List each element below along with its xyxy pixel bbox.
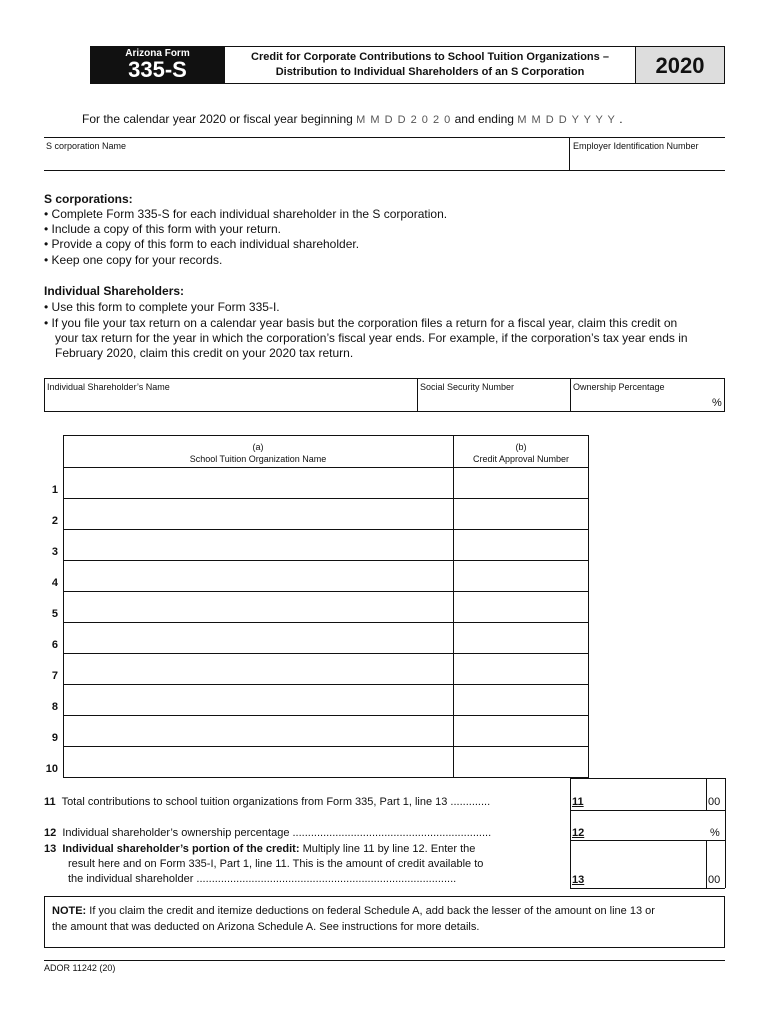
credit-approval-number-input[interactable] bbox=[454, 654, 588, 683]
credit-approval-number-input[interactable] bbox=[454, 623, 588, 652]
credit-approval-number-input[interactable] bbox=[454, 468, 588, 497]
school-tuition-org-name-input[interactable] bbox=[64, 561, 452, 590]
school-tuition-org-name-input[interactable] bbox=[64, 623, 452, 652]
line-13-amount-input[interactable] bbox=[590, 843, 704, 886]
tax-period-line bbox=[82, 112, 623, 126]
line-12-row bbox=[44, 827, 491, 839]
school-tuition-org-name-input[interactable] bbox=[64, 499, 452, 528]
credit-approval-number-input[interactable] bbox=[454, 530, 588, 559]
table-row-number: 6 bbox=[51, 639, 58, 651]
divider bbox=[570, 778, 571, 888]
credit-approval-number-input[interactable] bbox=[454, 685, 588, 714]
table-row-number: 7 bbox=[51, 670, 58, 682]
credit-approval-number-input[interactable] bbox=[454, 716, 588, 745]
table-row-number: 4 bbox=[51, 577, 58, 589]
divider bbox=[570, 888, 725, 889]
line-13-number: 13 bbox=[44, 843, 57, 855]
line-13-bold: Individual shareholder’s portion of the credit: bbox=[62, 843, 300, 855]
s-corp-item: • Provide a copy of this form to each individual shareholder. bbox=[44, 237, 360, 251]
form-code: ADOR 11242 (20) bbox=[44, 963, 116, 973]
col-b-label: Credit Approval Number bbox=[472, 454, 570, 464]
s-corp-item: • Include a copy of this form with your return. bbox=[44, 222, 281, 236]
shareholder-name-input[interactable] bbox=[46, 394, 415, 410]
line-13-text-2: result here and on Form 335-I, Part 1, line 11. This is the amount of credit available to bbox=[68, 858, 484, 870]
school-tuition-org-name-input[interactable] bbox=[64, 685, 452, 714]
table-row-number: 5 bbox=[51, 608, 58, 620]
credit-approval-number-input[interactable] bbox=[454, 499, 588, 528]
line-13-cents: 00 bbox=[708, 874, 721, 886]
line-12-percent-sign: % bbox=[710, 827, 720, 839]
title-line-2: Distribution to Individual Shareholders of an S Corporation bbox=[275, 66, 585, 78]
credit-approval-number-input[interactable] bbox=[454, 592, 588, 621]
individual-item: your tax return for the year in which the corporation’s fiscal year ends. For example, if the corporation’s tax year ends in bbox=[55, 331, 688, 345]
s-corps-heading: S corporations: bbox=[44, 192, 133, 206]
footer-divider bbox=[44, 960, 725, 961]
divider bbox=[570, 378, 571, 412]
form-number-box bbox=[90, 46, 225, 84]
col-a-header bbox=[63, 441, 453, 465]
line-13-text: Multiply line 11 by line 12. Enter the bbox=[299, 843, 476, 855]
form-label: Arizona Form bbox=[125, 48, 190, 59]
line-11-box-label: 11 bbox=[572, 796, 584, 808]
ownership-label: Ownership Percentage bbox=[573, 382, 665, 392]
line-13-box-label: 13 bbox=[572, 874, 585, 886]
individual-item: • If you file your tax return on a calendar year basis but the corporation files a return for a fiscal year, claim this credit on bbox=[44, 316, 678, 330]
divider bbox=[570, 810, 725, 811]
line-11-cents: 00 bbox=[708, 796, 721, 808]
divider bbox=[417, 378, 418, 412]
divider bbox=[44, 137, 725, 138]
table-row-number: 10 bbox=[45, 763, 58, 775]
school-tuition-org-name-input[interactable] bbox=[64, 654, 452, 683]
s-corp-name-input[interactable] bbox=[44, 152, 569, 168]
table-row-number: 1 bbox=[51, 484, 58, 496]
school-tuition-org-name-input[interactable] bbox=[64, 592, 452, 621]
note-label: NOTE: bbox=[52, 905, 87, 917]
ein-label: Employer Identification Number bbox=[573, 141, 699, 151]
divider bbox=[570, 840, 725, 841]
divider bbox=[44, 170, 725, 171]
line-13-text-3: the individual shareholder ..................................................................................... bbox=[68, 873, 457, 885]
individual-item: • Use this form to complete your Form 335-I. bbox=[44, 300, 280, 314]
line-12-number: 12 bbox=[44, 827, 57, 839]
note-box bbox=[44, 896, 725, 948]
form-number: 335-S bbox=[128, 57, 187, 82]
s-corp-name-label: S corporation Name bbox=[46, 141, 127, 151]
school-tuition-org-name-input[interactable] bbox=[64, 530, 452, 559]
note-text-1: If you claim the credit and itemize deductions on federal Schedule A, add back the lesser of the amount on line 13 or bbox=[86, 905, 655, 917]
col-a-letter: (a) bbox=[252, 442, 264, 452]
ssn-input[interactable] bbox=[419, 394, 568, 410]
credit-approval-number-input[interactable] bbox=[454, 561, 588, 590]
shareholder-name-label: Individual Shareholder’s Name bbox=[47, 382, 170, 392]
divider bbox=[570, 778, 725, 779]
divider bbox=[706, 840, 707, 888]
note-text-2: the amount that was deducted on Arizona Schedule A. See instructions for more details. bbox=[52, 921, 480, 933]
title-line-1: Credit for Corporate Contributions to School Tuition Organizations – bbox=[251, 51, 609, 63]
begin-date-field[interactable]: M M D D 2 0 2 0 bbox=[356, 114, 452, 126]
line-11-text: Total contributions to school tuition organizations from Form 335, Part 1, line 13 ............. bbox=[61, 796, 491, 808]
line-12-box-label: 12 bbox=[572, 827, 585, 839]
period-begin-text: For the calendar year 2020 or fiscal year beginning bbox=[82, 112, 353, 126]
line-11-number: 11 bbox=[44, 796, 56, 808]
period-and-text: and ending bbox=[454, 112, 514, 126]
individual-item: February 2020, claim this credit on your 2020 tax return. bbox=[55, 346, 354, 360]
form-title bbox=[225, 46, 635, 84]
table-row-number: 9 bbox=[51, 732, 58, 744]
line-13-row bbox=[44, 842, 483, 887]
divider bbox=[725, 778, 726, 888]
percent-sign: % bbox=[712, 397, 722, 409]
ein-input[interactable] bbox=[570, 152, 725, 168]
divider bbox=[706, 778, 707, 810]
line-11-amount-input[interactable] bbox=[590, 781, 704, 809]
school-tuition-org-name-input[interactable] bbox=[64, 716, 452, 745]
line-12-text: Individual shareholder’s ownership percentage ................................................................. bbox=[62, 827, 492, 839]
individual-heading: Individual Shareholders: bbox=[44, 284, 185, 298]
line-11-row bbox=[44, 796, 490, 808]
col-b-header bbox=[453, 441, 589, 465]
tax-year: 2020 bbox=[635, 46, 725, 84]
credit-approval-number-input[interactable] bbox=[454, 747, 588, 776]
s-corp-item: • Complete Form 335-S for each individual shareholder in the S corporation. bbox=[44, 207, 448, 221]
col-a-label: School Tuition Organization Name bbox=[189, 454, 327, 464]
table-row-number: 8 bbox=[51, 701, 58, 713]
period-end-punct: . bbox=[619, 112, 623, 126]
school-tuition-org-name-input[interactable] bbox=[64, 747, 452, 776]
ssn-label: Social Security Number bbox=[420, 382, 515, 392]
table-row-number: 2 bbox=[51, 515, 58, 527]
ownership-input[interactable] bbox=[572, 394, 708, 410]
end-date-field[interactable]: M M D D Y Y Y Y bbox=[517, 114, 616, 126]
table-row-number: 3 bbox=[51, 546, 58, 558]
line-12-percent-input[interactable] bbox=[590, 812, 704, 838]
school-tuition-org-name-input[interactable] bbox=[64, 468, 452, 497]
col-b-letter: (b) bbox=[515, 442, 527, 452]
s-corp-item: • Keep one copy for your records. bbox=[44, 253, 223, 267]
